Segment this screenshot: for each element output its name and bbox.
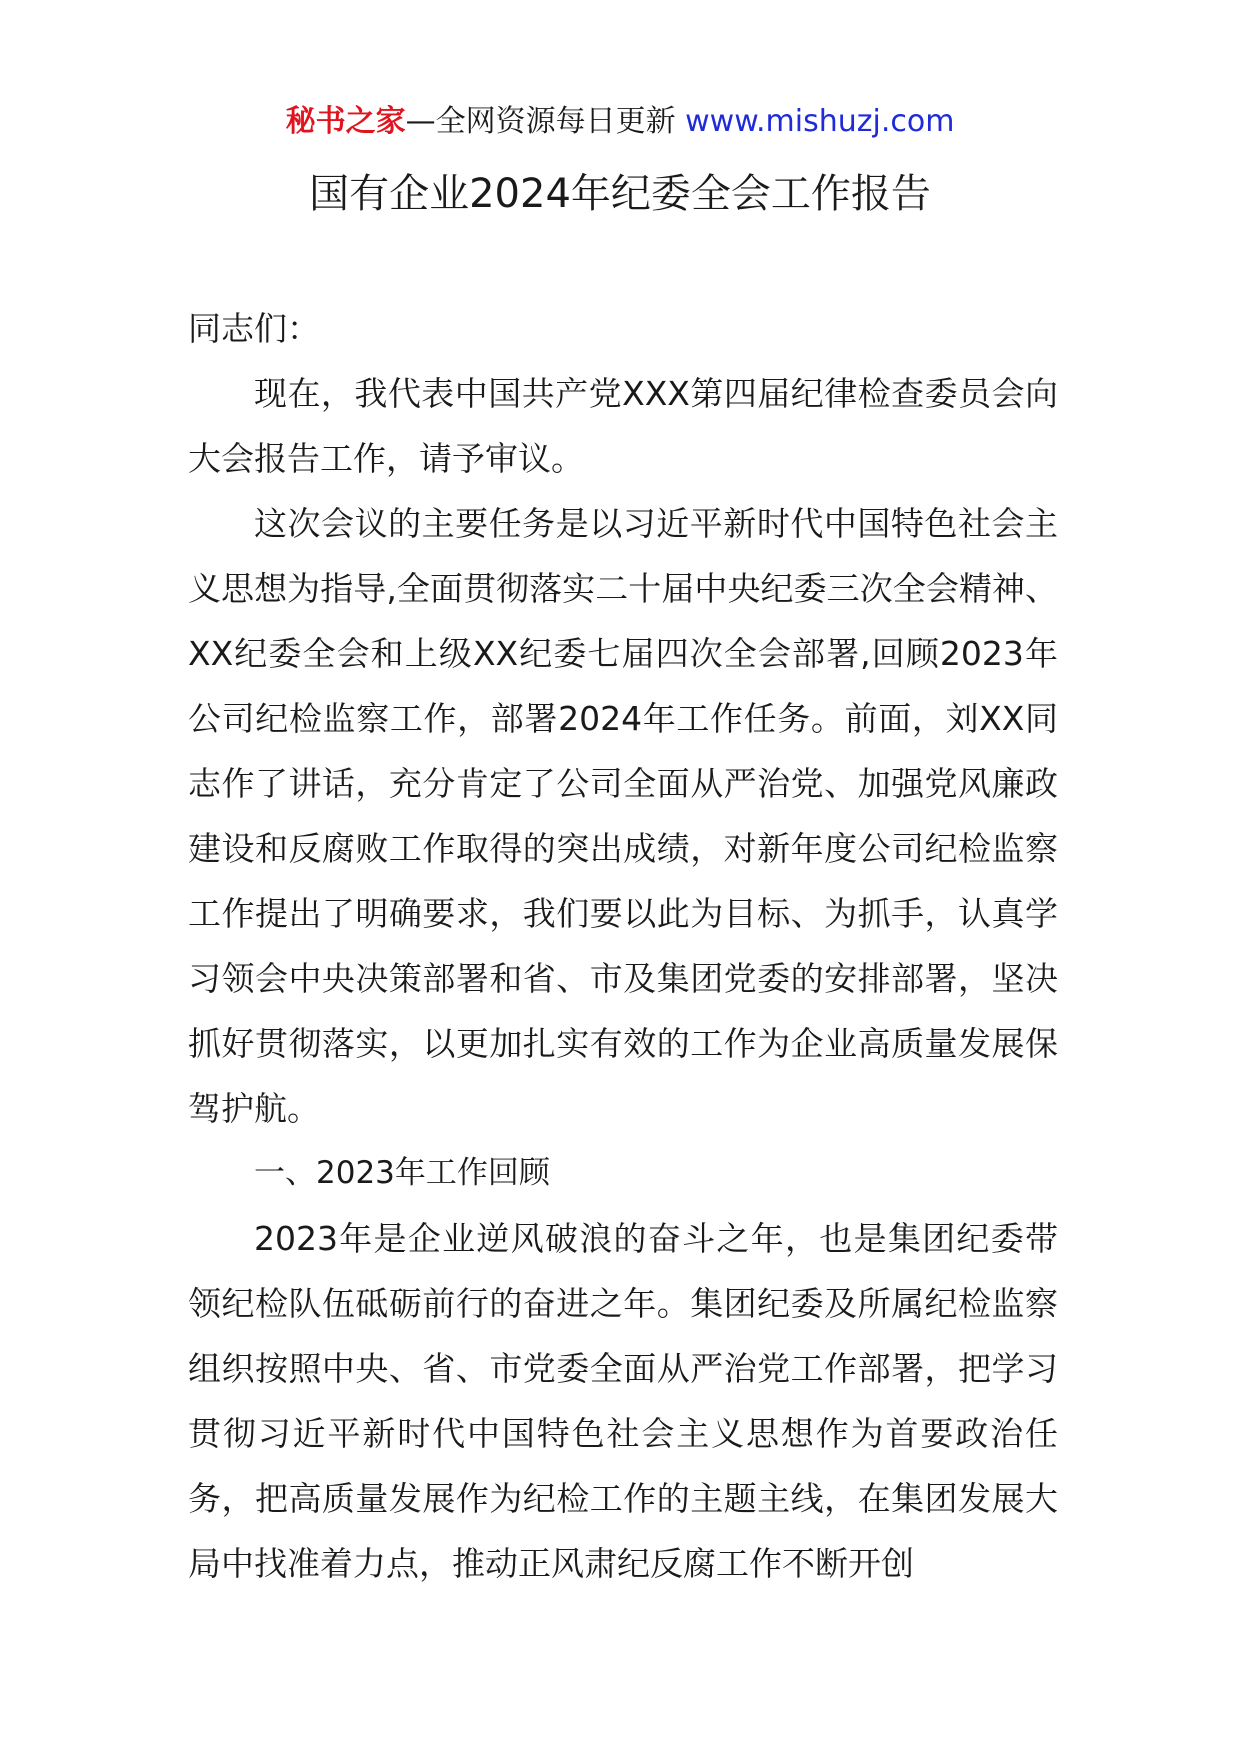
section-heading: 一、2023年工作回顾 — [254, 1155, 550, 1191]
section-paragraph: 2023年是企业逆风破浪的奋斗之年，也是集团纪委带领纪检队伍砥砺前行的奋进之年。集团纪委及所属纪检监察组织按照中央、省、市党委全面从严治党工作部署，把学习贯彻习近平新时代中国特色社会主义思想作为首要政治任务，把高质量发展作为纪检工作的主题主线，在集团发展大局中找准着力点，推动正风肃纪反腐工作不断开创 — [188, 1219, 1058, 1583]
document-body — [188, 296, 1058, 1596]
body-paragraph: 这次会议的主要任务是以习近平新时代中国特色社会主义思想为指导,全面贯彻落实二十届中央纪委三次全会精神、XX纪委全会和上级XX纪委七届四次全会部署,回顾2023年公司纪检监察工作，部署2024年工作任务。前面，刘XX同志作了讲话，充分肯定了公司全面从严治党、加强党风廉政建设和反腐败工作取得的突出成绩，对新年度公司纪检监察工作提出了明确要求，我们要以此为目标、为抓手，认真学习领会中央决策部署和省、市及集团党委的安排部署，坚决抓好贯彻落实，以更加扎实有效的工作为企业高质量发展保驾护航。 — [188, 504, 1058, 1128]
salutation: 同志们： — [188, 309, 320, 348]
brand-name: 秘书之家 — [285, 104, 406, 139]
site-header — [0, 102, 1240, 142]
site-url-link[interactable]: www.mishuzj.com — [685, 104, 955, 139]
body-paragraph: 现在，我代表中国共产党XXX第四届纪律检查委员会向大会报告工作，请予审议。 — [188, 374, 1058, 478]
document-title: 国有企业2024年纪委全会工作报告 — [309, 171, 931, 217]
header-slogan: —全网资源每日更新 — [405, 104, 676, 139]
